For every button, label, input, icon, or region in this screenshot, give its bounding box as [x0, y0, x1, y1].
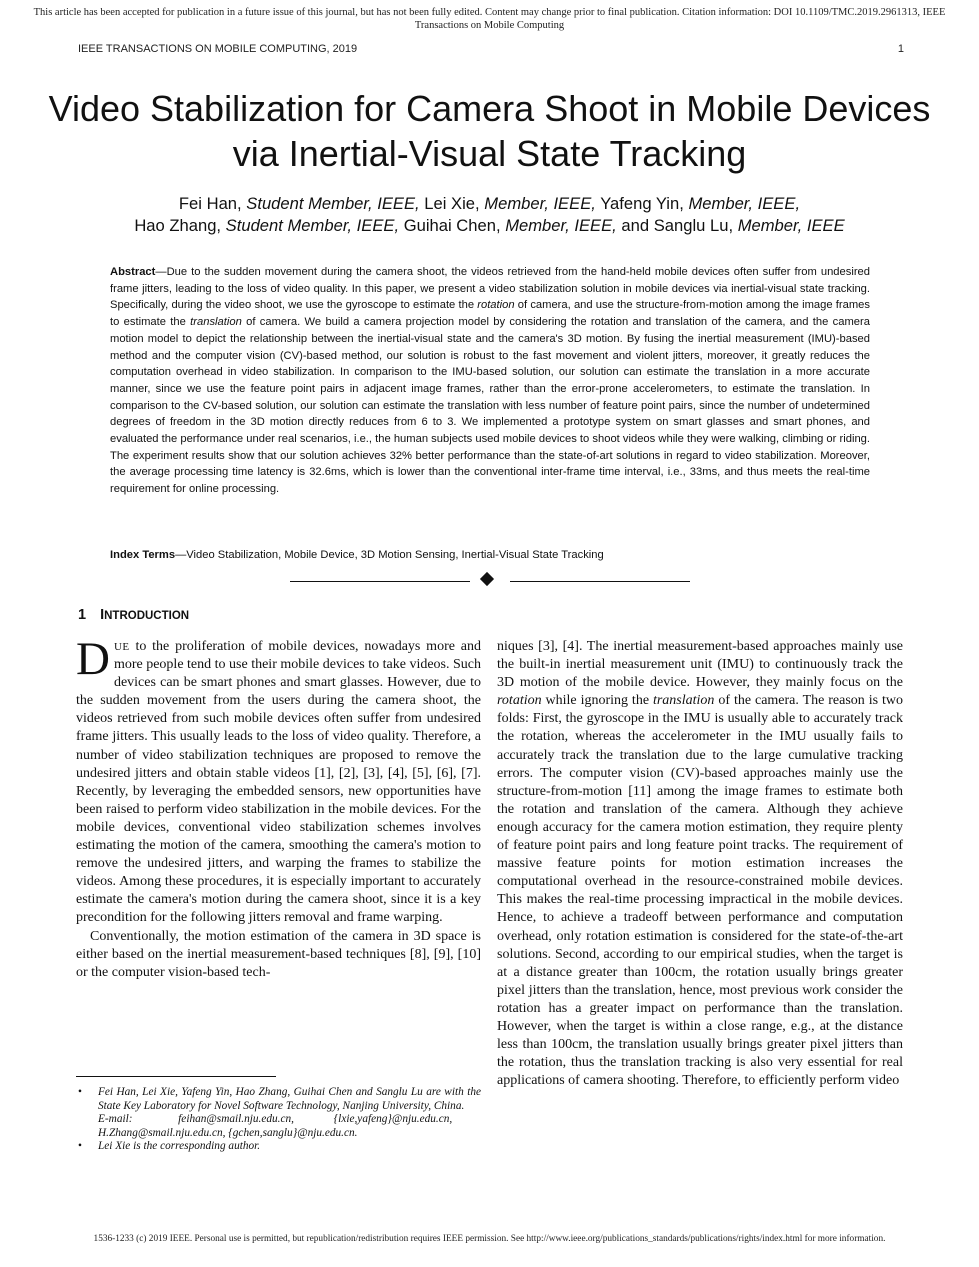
author-role: Member, IEEE,	[688, 194, 801, 213]
abstract	[110, 264, 870, 498]
drop-cap: D	[76, 633, 110, 685]
paper-title: Video Stabilization for Camera Shoot in Mobile Devices via Inertial-Visual State Tracking	[48, 88, 931, 174]
publication-notice: This article has been accepted for publication in a future issue of this journal, but has not been fully edited. Content may change prior to final publication. Citation information: DOI 10.1109/TMC.2019.2961313, IEEE Transactions on Mobile Computing	[33, 7, 946, 31]
author-name: and Sanglu Lu,	[621, 216, 734, 235]
author-name: Lei Xie,	[424, 194, 480, 213]
author-role: Member, IEEE,	[484, 194, 596, 213]
email-address: {lxie,yafeng}@nju.edu.cn,	[333, 1113, 453, 1126]
right-column	[497, 638, 903, 1090]
index-terms-text: Video Stabilization, Mobile Device, 3D Motion Sensing, Inertial-Visual State Tracking	[186, 549, 604, 561]
small-caps-word: UE	[113, 641, 130, 653]
copyright-footer: 1536-1233 (c) 2019 IEEE. Personal use is permitted, but republication/redistribution requires IEEE permission. See http://www.ieee.org/publications_standards/publications/rights/index.html for more information.	[93, 1234, 886, 1244]
section-divider	[290, 572, 690, 590]
author-name: Fei Han,	[178, 194, 242, 213]
paragraph-text: while ignoring the	[541, 693, 653, 709]
bullet-icon: •	[78, 1140, 82, 1153]
emphasis-text: rotation	[497, 693, 542, 709]
bullet-icon: •	[78, 1086, 82, 1098]
footnotes	[76, 1086, 481, 1154]
section-number: 1	[78, 607, 87, 623]
author-role: Member, IEEE	[737, 216, 845, 235]
footnote-affiliation	[76, 1086, 481, 1140]
footnote-corresponding	[76, 1140, 481, 1154]
intro-paragraph-3	[497, 638, 903, 1090]
left-column	[76, 633, 481, 982]
intro-paragraph-2: Conventionally, the motion estimation of the camera in 3D space is either based on the inertial measurement-based techniques [8], [9], [10] or the computer vision-based tech-	[76, 928, 481, 980]
paragraph-text: to the proliferation of mobile devices, nowadays more and more people tend to use their mobile devices to take videos. Such devices can be smart phones and smart glasses. However, due to the sudden movement from the users during the camera shoot, the videos retrieved from such mobile devices often suffer from undesired frame jitters. This usually leads to the loss of video quality. Therefore, a number of video stabilization techniques are proposed to remove the undesired jitters and obtain stable videos [1], [2], [3], [4], [5], [6], [7]. Recently, by leveraging the embedded sensors, new opportunities have been raised to perform video stabilization in the mobile devices. For the mobile devices, conventional video stabilization schemes involves estimating the motion of the camera, smoothing the camera's motion to remove the undesired jitters, and warping the frames to stabilize the videos. Among these procedures, it is especially important to accurately estimate the camera's motion during the camera shoot, since it is a key precondition for the following jitters removal and frame warping.	[76, 639, 481, 926]
index-terms	[110, 549, 870, 561]
index-terms-label: Index Terms	[110, 549, 176, 561]
author-name: Yafeng Yin,	[600, 194, 684, 213]
emphasis-text: translation	[652, 693, 715, 709]
email-label: E-mail:	[98, 1113, 133, 1126]
page-number: 1	[897, 43, 904, 55]
email-address: feihan@smail.nju.edu.cn,	[178, 1113, 294, 1126]
divider-diamond-icon	[480, 572, 494, 586]
author-role: Student Member, IEEE,	[246, 194, 420, 213]
email-address: H.Zhang@smail.nju.edu.cn, {gchen,sanglu}@nju.edu.cn.	[98, 1126, 358, 1139]
abstract-text: of camera, and use the structure-from-motion among the image frames to estimate the	[110, 299, 870, 329]
author-name: Hao Zhang,	[134, 216, 222, 235]
abstract-label: Abstract	[110, 266, 156, 278]
journal-name: IEEE TRANSACTIONS ON MOBILE COMPUTING, 2019	[78, 43, 358, 55]
paragraph-text: of the camera. The reason is two folds: First, the gyroscope in the IMU is usually able to accurately track the rotation, whereas the accelerometer in the IMU usually fails to accurately track the translation due to the large cumulative tracking errors. The computer vision (CV)-based approaches mainly use the structure-from-motion [11] among the image frames to estimate both the rotation and translation of the camera. Although they achieve enough accuracy for the camera motion estimation, they require plenty of feature point pairs and long feature point tracks. The requirement of massive feature points for motion estimation increases the computational overhead in the resource-constrained mobile devices. This makes the real-time processing impractical in the mobile devices. Hence, to achieve a tradeoff between performance and computation overhead, only rotation estimation is considered for the state-of-the-art solutions. Second, according to our empirical studies, when the target is at a distance greater than 100cm, the rotation usually brings greater pixel jitters than the translation, hence, most previous work consider the rotation has a greater impact on performance than the translation. However, when the target is within a close range, e.g., at the distance less than 100cm, the translation usually brings greater pixel jitters than the rotation, thus the translation tracking is also very essential for real applications of camera shooting. Therefore, to efficiently perform video	[497, 693, 903, 1089]
footnote-text: Fei Han, Lei Xie, Yafeng Yin, Hao Zhang, Guihai Chen and Sanglu Lu are with the State Key Laboratory for Novel Software Technology, Nanjing University, China.	[98, 1086, 481, 1112]
author-role: Student Member, IEEE,	[225, 216, 400, 235]
divider-line-left	[290, 581, 470, 582]
running-header	[78, 43, 904, 55]
section-title-initial: I	[100, 607, 105, 623]
author-role: Member, IEEE,	[505, 216, 617, 235]
intro-paragraph-1	[76, 633, 481, 928]
abstract-text: Due to the sudden movement during the camera shoot, the videos retrieved from the hand-held mobile devices often suffer from undesired frame jitters, leading to the loss of video quality. In this paper, we present a video stabilization solution in mobile devices via inertial-visual state tracking. Specifically, during the video shoot, we use the gyroscope to estimate the	[110, 266, 870, 312]
paragraph-text: niques [3], [4]. The inertial measurement-based approaches mainly use the built-in inertial measurement unit (IMU) to continuously track the 3D motion of the mobile device. However, they mainly focus on the	[497, 639, 903, 691]
abstract-text: of camera. We build a camera projection model by considering the rotation and translation of the camera, and the camera motion model to depict the relationship between the inertial-visual state and the camera's 3D motion. By fusing the inertial measurement (IMU)-based method and the computer vision (CV)-based method, our solution is robust to the fast movement and violent jitters, moreover, it greatly reduces the computation overhead in video stabilization. In comparison to the IMU-based solution, our solution can estimate the translation in a more accurate manner, since we use the feature point pairs in adjacent image frames, rather than the error-prone accelerometers, to estimate the translation. In comparison to the CV-based solution, our solution can estimate the translation with less number of feature point pairs, since the number of undetermined degrees of freedom in the 3D motion directly reduces from 6 to 3. We implemented a prototype system on smart glasses and smart phones, and evaluated the performance under real scenarios, i.e., the human subjects used mobile devices to shoot videos while they were walking, climbing or riding. The experiment results show that our solution achieves 32% better performance than the state-of-art solutions in regard to video stabilization. Moreover, the average processing time latency is 32.6ms, which is lower than the conventional inter-frame time interval, i.e., 33ms, and thus meets the real-time requirement for online processing.	[110, 316, 870, 496]
footnote-text: Lei Xie is the corresponding author.	[98, 1140, 261, 1153]
divider-line-right	[510, 581, 690, 582]
section-heading	[78, 607, 189, 623]
abstract-emphasis: rotation	[477, 299, 515, 312]
author-list	[40, 193, 939, 237]
author-name: Guihai Chen,	[403, 216, 501, 235]
abstract-emphasis: translation	[190, 316, 242, 329]
section-title-rest: NTRODUCTION	[104, 610, 190, 622]
index-terms-dash: —	[175, 549, 187, 561]
abstract-dash: —	[155, 266, 167, 278]
footnote-rule	[76, 1076, 276, 1077]
